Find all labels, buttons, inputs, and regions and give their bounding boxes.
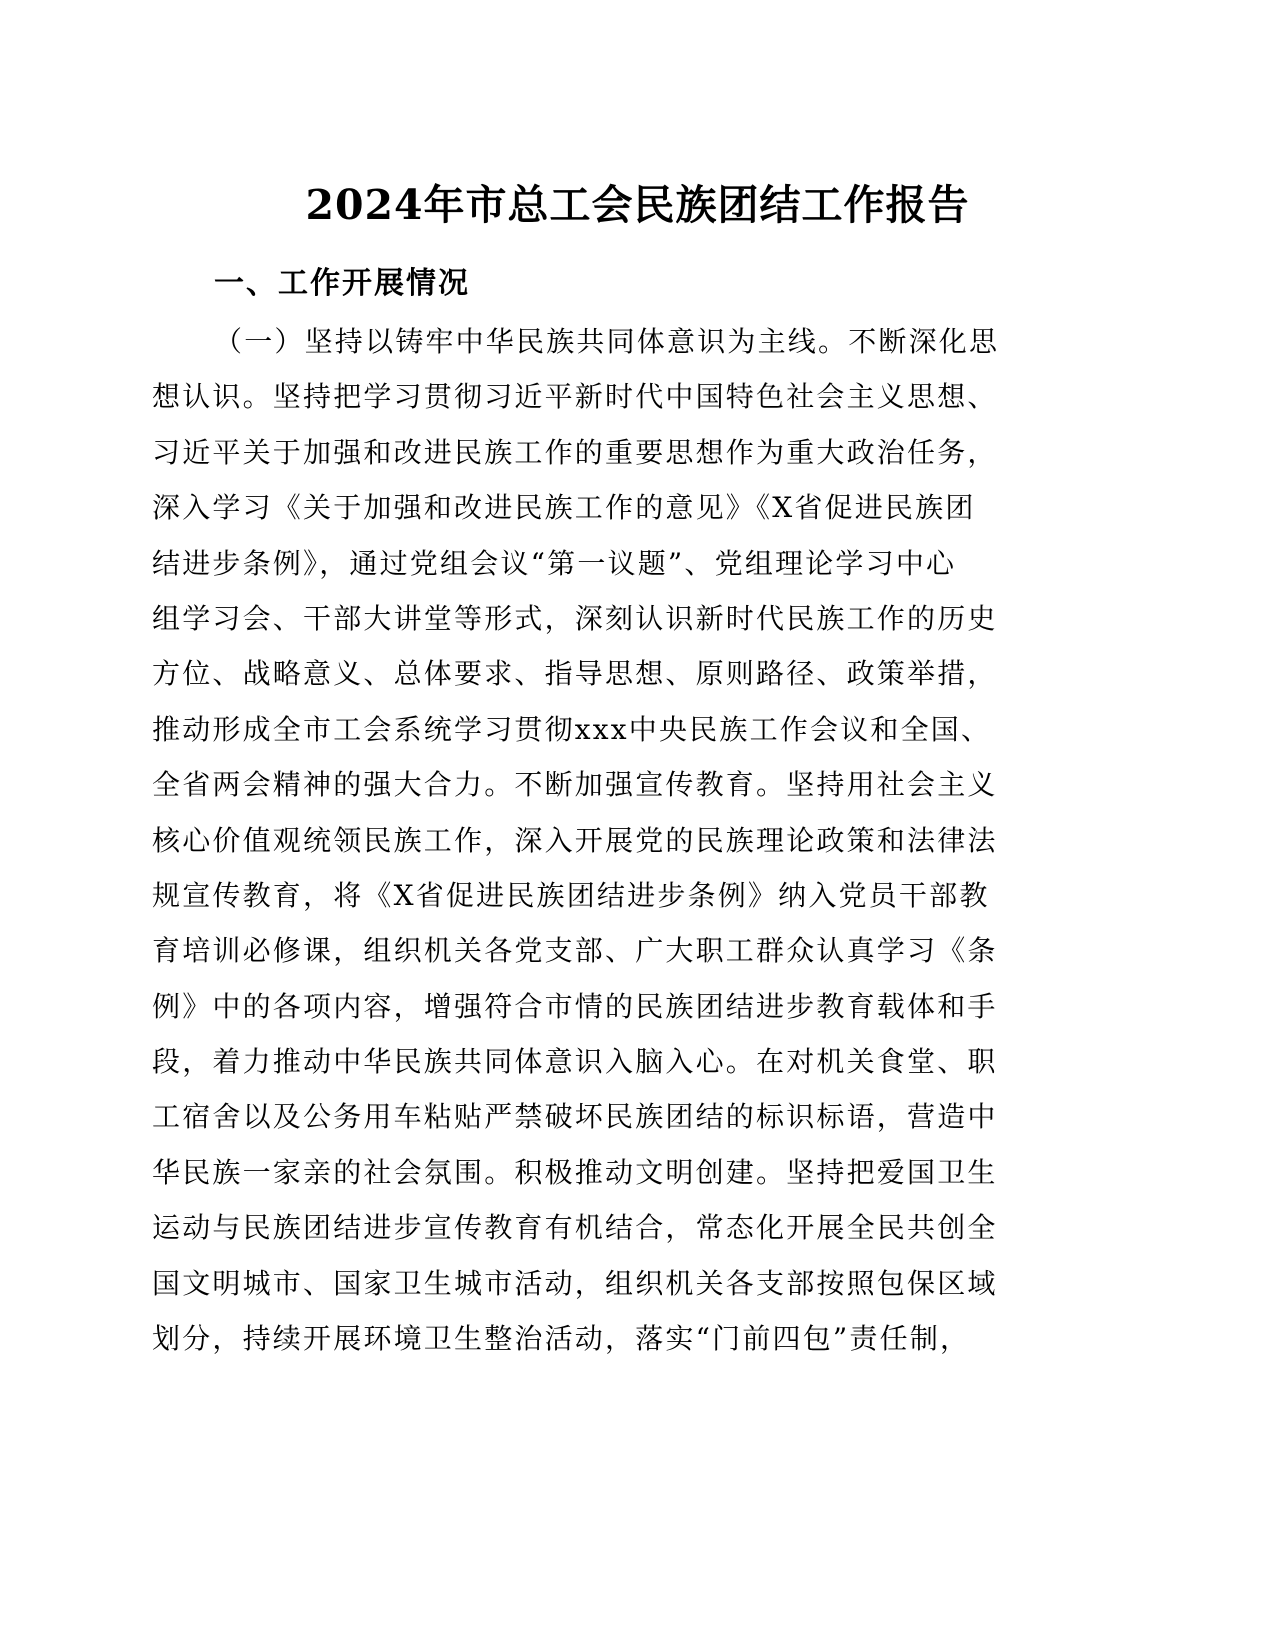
document-title: 2024年市总工会民族团结工作报告 — [305, 181, 970, 229]
paragraph-line: 核心价值观统领民族工作，深入开展党的民族理论政策和法律法 — [152, 823, 998, 857]
paragraph-line: 组学习会、干部大讲堂等形式，深刻认识新时代民族工作的历史 — [152, 601, 998, 635]
paragraph-line: 想认识。坚持把学习贯彻习近平新时代中国特色社会主义思想、 — [152, 380, 998, 414]
paragraph-line: 育培训必修课，组织机关各党支部、广大职工群众认真学习《条 — [152, 934, 998, 968]
paragraph-line: 例》中的各项内容，增强符合市情的民族团结进步教育载体和手 — [152, 989, 998, 1023]
paragraph-line: 结进步条例》，通过党组会议“第一议题”、党组理论学习中心 — [152, 546, 957, 580]
paragraph-line: 段，着力推动中华民族共同体意识入脑入心。在对机关食堂、职 — [152, 1045, 998, 1079]
paragraph-line: 划分，持续开展环境卫生整治活动，落实“门前四包”责任制， — [152, 1322, 971, 1356]
paragraph-line: 习近平关于加强和改进民族工作的重要思想作为重大政治任务， — [152, 435, 998, 469]
paragraph-line: 深入学习《关于加强和改进民族工作的意见》《X省促进民族团 — [152, 491, 976, 525]
paragraph-line: 规宣传教育，将《X省促进民族团结进步条例》纳入党员干部教 — [152, 878, 990, 912]
paragraph-line: 工宿舍以及公务用车粘贴严禁破坏民族团结的标识标语，营造中 — [152, 1100, 998, 1134]
paragraph-line: 运动与民族团结进步宣传教育有机结合，常态化开展全民共创全 — [152, 1211, 998, 1245]
section-heading: 一、工作开展情况 — [214, 266, 470, 301]
paragraph-line: 国文明城市、国家卫生城市活动，组织机关各支部按照包保区域 — [152, 1266, 998, 1300]
paragraph-line: 全省两会精神的强大合力。不断加强宣传教育。坚持用社会主义 — [152, 768, 998, 802]
paragraph-line: 推动形成全市工会系统学习贯彻xxx中央民族工作会议和全国、 — [152, 712, 992, 746]
paragraph-line: 方位、战略意义、总体要求、指导思想、原则路径、政策举措， — [152, 657, 998, 691]
body-paragraph — [152, 314, 1082, 1366]
paragraph-line: （一）坚持以铸牢中华民族共同体意识为主线。不断深化思 — [214, 325, 1000, 358]
paragraph-line: 华民族一家亲的社会氛围。积极推动文明创建。坚持把爱国卫生 — [152, 1155, 998, 1189]
